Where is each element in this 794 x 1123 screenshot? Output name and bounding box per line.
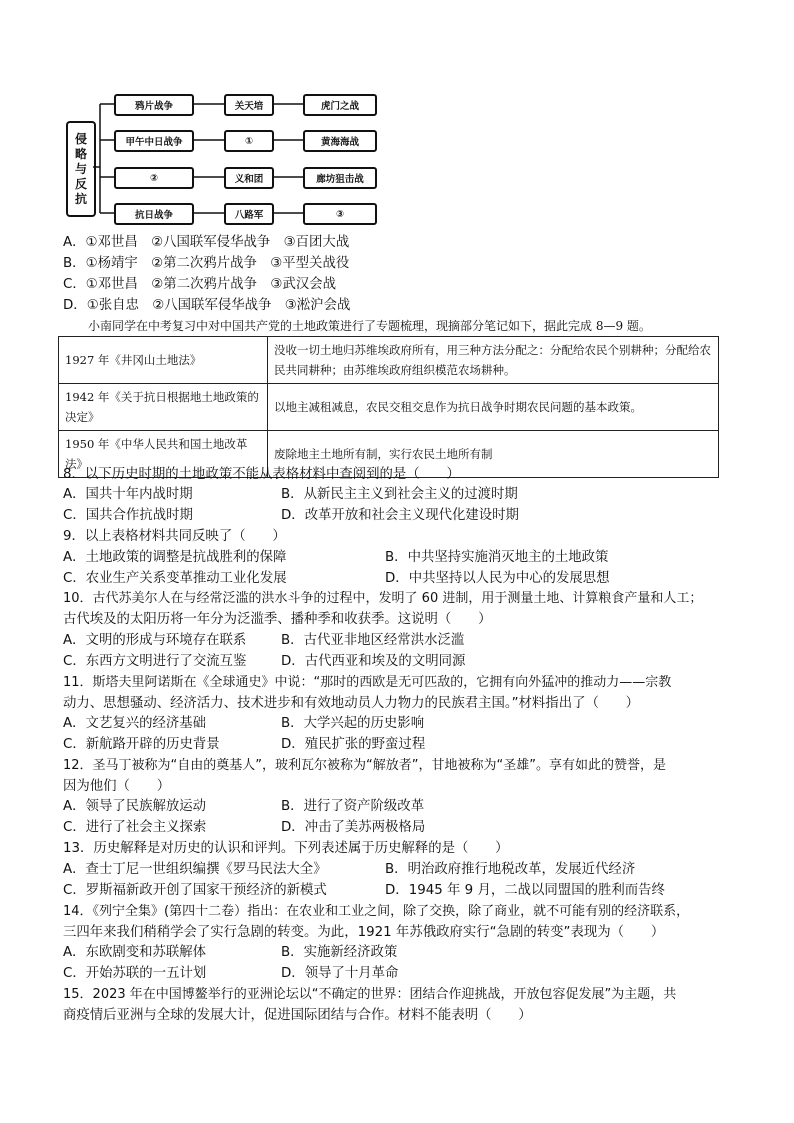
q14-option-c: C．开始苏联的一五计划 <box>63 966 207 981</box>
diagram-label-char: 略 <box>74 146 87 161</box>
q9-option-a: A．土地政策的调整是抗战胜利的保障 <box>63 550 287 565</box>
q9-stem: 9．以上表格材料共同反映了（ ） <box>63 529 286 544</box>
q13-stem: 13．历史解释是对历史的认识和评判。下列表述属于历史解释的是（ ） <box>63 841 509 856</box>
diagram-cell: 抗日战争 <box>114 203 194 225</box>
q10-option-d: D．古代西亚和埃及的文明同源 <box>281 654 466 669</box>
q11-stem-line2: 动力、思想骚动、经济活力、技术进步和有效地动员人力物力的民族君主国。”材料指出了（ ） <box>63 696 640 711</box>
table-cell-law: 1950 年《中华人民共和国土地改革法》 <box>59 431 268 478</box>
intro-8-9: 小南同学在中考复习中对中国共产党的土地政策进行了专题梳理，现摘部分笔记如下，据此完成 8—9 题。 <box>88 319 651 333</box>
q14-option-b: B．实施新经济政策 <box>281 945 398 960</box>
q13-option-a: A．查士丁尼一世组织编撰《罗马民法大全》 <box>63 862 327 877</box>
q8-option-a: A．国共十年内战时期 <box>63 487 193 502</box>
diagram-label-char: 与 <box>74 161 87 176</box>
q7-option-d: D．①张自忠 ②八国联军侵华战争 ③淞沪会战 <box>63 298 351 313</box>
q12-option-d: D．冲击了美苏两极格局 <box>281 820 426 835</box>
q11-option-b: B．大学兴起的历史影响 <box>281 716 425 731</box>
table-cell-law: 1942 年《关于抗日根据地土地政策的决定》 <box>59 384 268 431</box>
q14-option-a: A．东欧剧变和苏联解体 <box>63 945 207 960</box>
q13-option-d: D．1945 年 9 月，二战以同盟国的胜利而告终 <box>385 883 665 898</box>
q8-stem: 8．以下历史时期的土地政策不能从表格材料中查阅到的是（ ） <box>63 467 460 482</box>
q9-option-d: D．中共坚持以人民为中心的发展思想 <box>385 571 610 586</box>
diagram-cell: 虎门之战 <box>303 94 377 116</box>
table-cell-content: 没收一切土地归苏维埃政府所有，用三种方法分配之：分配给农民个别耕种；分配给农民共同耕种；由苏维埃政府组织模范农场耕种。 <box>268 337 719 384</box>
q8-option-d: D．改革开放和社会主义现代化建设时期 <box>281 508 519 523</box>
q15-stem-line2: 商疫情后亚洲与全球的发展大计，促进国际团结与合作。材料不能表明（ ） <box>63 1008 532 1023</box>
q12-option-b: B．进行了资产阶级改革 <box>281 799 425 814</box>
table-row <box>59 384 719 431</box>
diagram-cell: ② <box>114 167 194 189</box>
q15-stem-line1: 15．2023 年在中国博鳌举行的亚洲论坛以“不确定的世界：团结合作迎挑战，开放包容促发展”为主题，共 <box>63 987 677 1002</box>
q14-stem-line1: 14．《列宁全集》(第四十二卷）指出：在农业和工业之间，除了交换，除了商业，就不可能有别的经济联系， <box>63 904 690 919</box>
q11-option-d: D．殖民扩张的野蛮过程 <box>281 737 426 752</box>
q13-option-b: B．明治政府推行地税改革，发展近代经济 <box>385 862 636 877</box>
table-cell-content: 以地主减租减息，农民交租交息作为抗日战争时期农民问题的基本政策。 <box>268 384 719 431</box>
diagram-cell: ① <box>224 130 274 152</box>
diagram-cell: 八路军 <box>224 203 274 225</box>
q7-option-c: C．①邓世昌 ②第二次鸦片战争 ③武汉会战 <box>63 277 337 292</box>
q10-stem-line2: 古代埃及的太阳历将一年分为泛滥季、播种季和收获季。这说明（ ） <box>63 612 492 627</box>
diagram-cell: 义和团 <box>224 167 274 189</box>
q8-option-b: B．从新民主主义到社会主义的过渡时期 <box>281 487 518 502</box>
table-row <box>59 337 719 384</box>
q11-stem-line1: 11．斯塔夫里阿诺斯在《全球通史》中说：“那时的西欧是无可匹敌的，它拥有向外猛冲的推动力——宗教 <box>63 675 672 690</box>
q11-option-a: A．文艺复兴的经济基础 <box>63 716 207 731</box>
q14-stem-line2: 三四年来我们稍稍学会了实行急剧的转变。为此，1921 年苏俄政府实行“急剧的转变”表现为（ ） <box>63 925 665 940</box>
diagram-label-char: 反 <box>74 176 87 191</box>
q8-option-c: C．国共合作抗战时期 <box>63 508 193 523</box>
q10-stem-line1: 10．古代苏美尔人在与经常泛滥的洪水斗争的过程中，发明了 60 进制，用于测量土地、计算粮食产量和人工； <box>63 591 703 606</box>
diagram-label-char: 侵 <box>74 131 87 146</box>
q13-option-c: C．罗斯福新政开创了国家干预经济的新模式 <box>63 883 327 898</box>
q12-stem-line2: 因为他们（ ） <box>63 779 171 794</box>
q12-stem-line1: 12．圣马丁被称为“自由的奠基人”，玻利瓦尔被称为“解放者”，甘地被称为“圣雄”。享有如此的赞誉，是 <box>63 758 666 773</box>
q11-option-c: C．新航路开辟的历史背景 <box>63 737 220 752</box>
diagram-cell: 鸦片战争 <box>114 94 194 116</box>
diagram-cell: 廊坊狙击战 <box>303 167 377 189</box>
q9-option-c: C．农业生产关系变革推动工业化发展 <box>63 571 287 586</box>
table-cell-content: 废除地主土地所有制，实行农民土地所有制 <box>268 431 719 478</box>
diagram-cell: ③ <box>303 203 377 225</box>
q9-option-b: B．中共坚持实施消灭地主的土地政策 <box>385 550 609 565</box>
diagram-label-char: 抗 <box>74 191 87 206</box>
q7-option-b: B．①杨靖宇 ②第二次鸦片战争 ③平型关战役 <box>63 256 350 271</box>
q12-option-c: C．进行了社会主义探索 <box>63 820 207 835</box>
q12-option-a: A．领导了民族解放运动 <box>63 799 207 814</box>
diagram-cell: 甲午中日战争 <box>114 130 194 152</box>
q10-option-c: C．东西方文明进行了交流互鉴 <box>63 654 247 669</box>
q10-option-b: B．古代亚非地区经常洪水泛滥 <box>281 633 465 648</box>
diagram-cell: 关天培 <box>224 94 274 116</box>
q14-option-d: D．领导了十月革命 <box>281 966 399 981</box>
table-cell-law: 1927 年《井冈山土地法》 <box>59 337 268 384</box>
diagram-cell: 黄海海战 <box>303 130 377 152</box>
q7-option-a: A．①邓世昌 ②八国联军侵华战争 ③百团大战 <box>63 235 350 250</box>
land-policy-table <box>58 336 719 478</box>
q10-option-a: A．文明的形成与环境存在联系 <box>63 633 247 648</box>
